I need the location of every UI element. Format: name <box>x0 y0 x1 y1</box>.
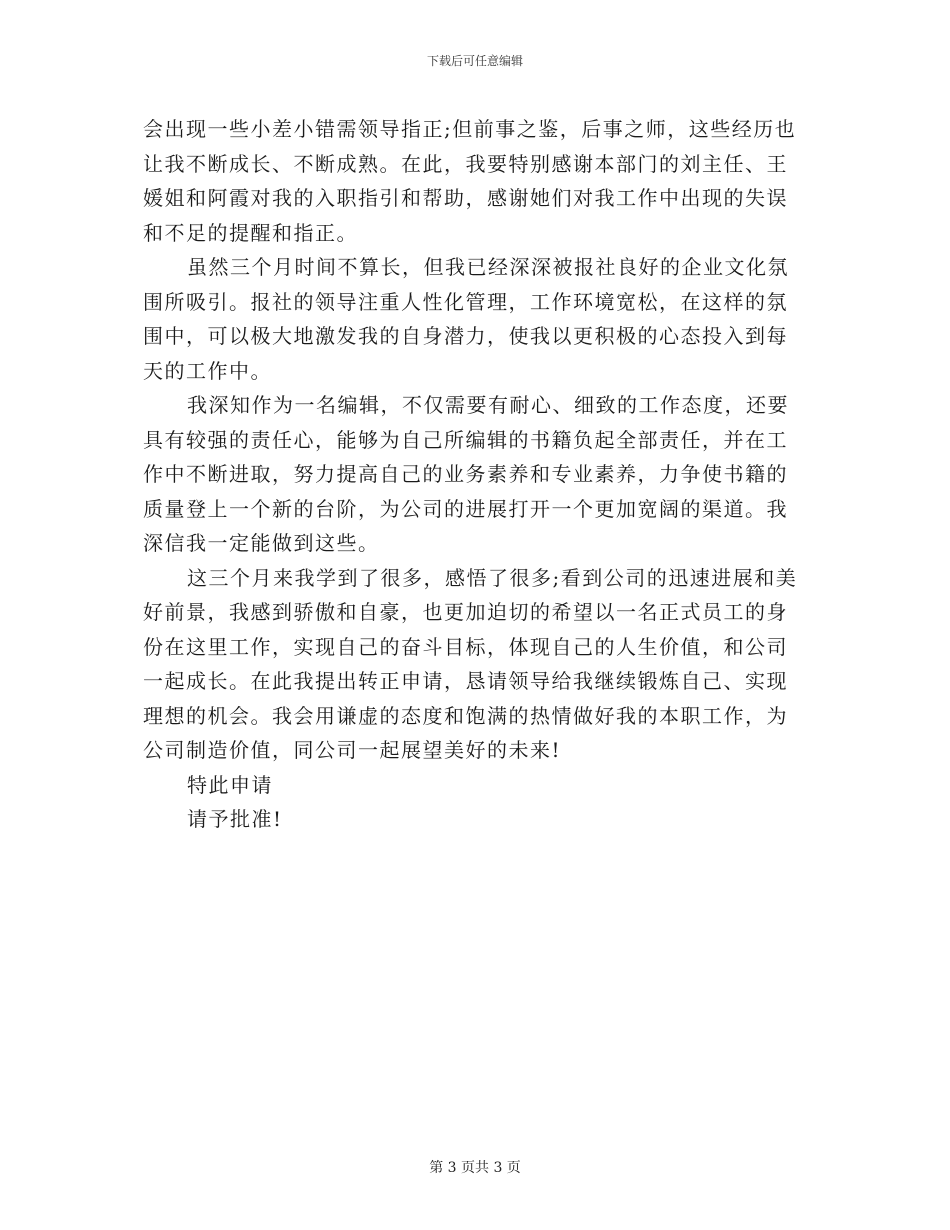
text-line: 特此申请 <box>187 772 273 797</box>
document-body <box>143 112 807 837</box>
text-line: 好前景，我感到骄傲和自豪，也更加迫切的希望以一名正式员工的身 <box>143 600 788 624</box>
text-line: 我深知作为一名编辑，不仅需要有耐心、细致的工作态度，还要 <box>187 393 789 417</box>
text-line: 作中不断进取，努力提高自己的业务素养和专业素养，力争使书籍的 <box>143 462 788 486</box>
text-line: 天的工作中。 <box>143 358 272 383</box>
text-line: 让我不断成长、不断成熟。在此，我要特别感谢本部门的刘主任、王 <box>143 151 788 176</box>
text-line: 质量登上一个新的台阶，为公司的进展打开一个更加宽阔的渠道。我 <box>143 496 788 521</box>
text-line: 媛姐和阿霞对我的入职指引和帮助，感谢她们对我工作中出现的失误 <box>143 186 788 210</box>
text-line: 公司制造价值，同公司一起展望美好的未来! <box>143 738 562 762</box>
page-number-footer: 第 3 页共 3 页 <box>429 1160 521 1176</box>
text-line: 围所吸引。报社的领导注重人性化管理，工作环境宽松，在这样的氛 <box>143 289 788 314</box>
text-line: 围中，可以极大地激发我的自身潜力，使我以更积极的心态投入到每 <box>143 324 788 348</box>
text-line: 会出现一些小差小错需领导指正;但前事之鉴，后事之师，这些经历也 <box>143 117 797 141</box>
text-line: 理想的机会。我会用谦虚的态度和饱满的热情做好我的本职工作，为 <box>143 703 788 728</box>
text-line: 深信我一定能做到这些。 <box>143 531 380 555</box>
text-line: 份在这里工作，实现自己的奋斗目标，体现自己的人生价值，和公司 <box>143 634 788 659</box>
page-header: 下载后可任意编辑 <box>426 54 523 68</box>
text-line: 这三个月来我学到了很多，感悟了很多;看到公司的迅速进展和美 <box>187 565 798 590</box>
text-line: 和不足的提醒和指正。 <box>143 220 358 245</box>
text-line: 具有较强的责任心，能够为自己所编辑的书籍负起全部责任，并在工 <box>143 427 788 452</box>
text-line: 一起成长。在此我提出转正申请，恳请领导给我继续锻炼自己、实现 <box>143 669 788 693</box>
text-line: 虽然三个月时间不算长，但我已经深深被报社良好的企业文化氛 <box>187 255 789 279</box>
text-line: 请予批准! <box>187 807 283 831</box>
